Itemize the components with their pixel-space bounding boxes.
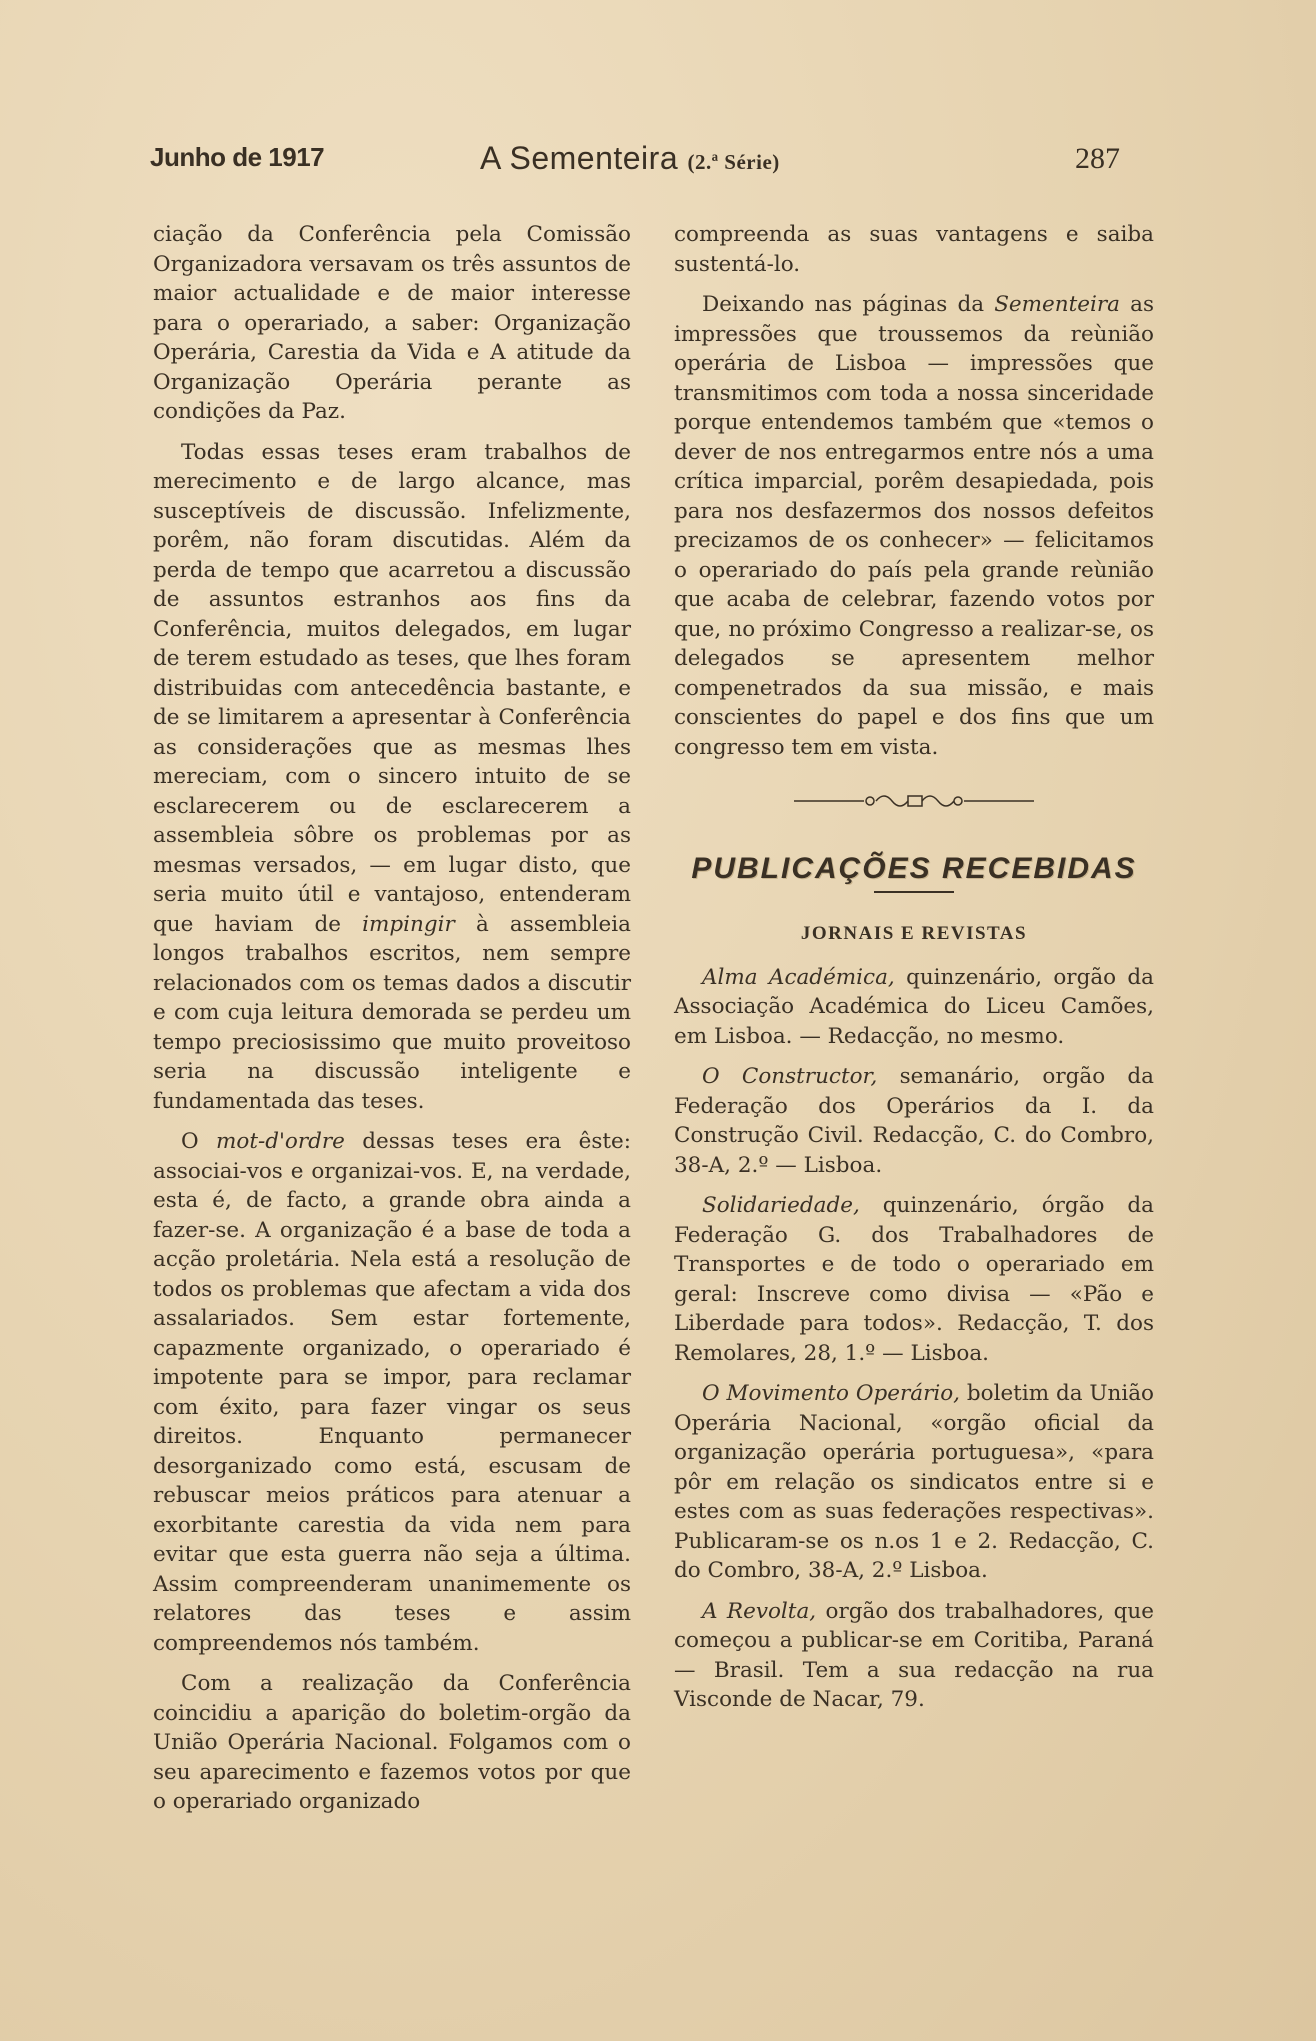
entry-2 [674,1062,1154,1180]
header-date: Junho de 1917 [150,142,325,172]
right-column [674,220,1154,1726]
entry-text: orgão dos trabalhadores, que começou a publicar-se em Coritiba, Paraná — Brasil. Tem a sua redacção na rua Visconde de Nacar, 79. [674,1598,1154,1712]
entry-name: A Revolta, [702,1598,817,1624]
entry-text: semanário, orgão da Federação dos Operários da I. da Construção Civil. Redacção, C. do Combro, 38-A, 2.º — Lisboa. [674,1064,1154,1178]
section-ornament [674,790,1154,820]
left-column [153,220,631,1828]
entry-4 [674,1379,1154,1586]
ornament-divider-icon [784,791,1044,811]
entry-text: quinzenário, orgão da Associação Académica do Liceu Camões, em Lisboa. — Redacção, no mesmo. [674,964,1154,1049]
left-paragraph-3 [153,1127,631,1658]
entry-text: quinzenário, órgão da Federação G. dos Trabalhadores de Transportes e de todo o operariado em geral: Inscreve como divisa — «Pão e Liberdade para todos». Redacção, T. dos Remolares, 28, 1.º — Lisboa. [674,1193,1154,1366]
word-mot-dordre: mot-d'ordre [215,1129,345,1154]
entry-1 [674,963,1154,1052]
header-series: (2.ª Série) [687,150,780,174]
right-paragraph-2-lead: Deixando nas páginas da [702,292,985,317]
mot-lead: O [181,1129,199,1154]
word-impingir: impingir [362,911,455,937]
header-title-group [480,140,780,177]
entry-name: Solidariedade, [702,1193,860,1218]
entry-3 [674,1191,1154,1368]
page-header [150,140,1120,180]
section-rule [874,891,954,893]
page-number: 287 [1075,142,1120,175]
entry-text: boletim da União Operária Nacional, «orgão oficial da organização operária portuguesa», «para pôr em relação os sindicatos entre si e estes com as suas federações respectivas». Publicaram-se os n.os 1 e 2. Redacção, C. do Combro, 38-A, 2.º Lisboa. [674,1381,1154,1583]
header-title: A Sementeira [480,140,679,176]
left-paragraph-1: ciação da Conferência pela Comissão Organizadora versavam os três assuntos de maior actualidade e de maior interesse para o operariado, a saber: Organização Operária, Carestia da Vida e A atitude da Organização Operária perante as condições da Paz. [153,222,631,424]
left-paragraph-2-text: Todas essas teses eram trabalhos de merecimento e de largo alcance, mas susceptíveis de discussão. Infelizmente, porêm, não foram discutidas. Além da perda de tempo que acarretou a discussão de assuntos estranhos aos fins da Conferência, muitos delegados, em lugar de terem estudado as teses, que lhes foram distribuidas com antecedência bastante, e de se limitarem a apresentar à Conferência as considerações que as mesmas lhes mereciam, com o sincero intuito de se esclarecerem ou de esclarecerem a assembleia sôbre os problemas por as mesmas versados, — em lugar disto, que seria muito útil e vantajoso, entenderam que haviam de [153,439,631,937]
right-paragraph-1: compreenda as suas vantagens e saiba sustentá-lo. [674,222,1154,277]
right-paragraph-2-body: as impressões que troussemos da reùnião operária de Lisboa — impressões que transmitimos com toda a nossa sinceridade porque entendemos também que «temos o dever de nos entregarmos entre nós a uma crítica imparcial, porêm desapiedada, pois para nos desfazermos dos nossos defeitos precizamos de os conhecer» — felicitamos o operariado do país pela grande reùnião que acaba de celebrar, fazendo votos por que, no próximo Congresso a realizar-se, os delegados se apresentem melhor compenetrados da sua missão, e mais conscientes do papel e dos fins que um congresso tem em vista. [674,292,1154,760]
left-paragraph-4: Com a realização da Conferência coincidiu a aparição do boletim-orgão da União Operária Nacional. Folgamos com o seu aparecimento e fazemos votos por que o operariado organizado [153,1671,631,1814]
word-sementeira: Sementeira [994,292,1120,317]
left-paragraph-3-text: dessas teses era êste: associai-vos e organizai-vos. E, na verdade, esta é, de facto, a grande obra ainda a fazer-se. A organização é a base de toda a acção proletária. Nela está a resolução de todos os problemas que afectam a vida dos assalariados. Sem estar fortemente, capazmente organizado, o operariado é impotente para se impor, para reclamar com éxito, para fazer vingar os seus direitos. Enquanto permanecer desorganizado como está, escusam de rebuscar meios práticos para atenuar a exorbitante carestia da vida nem para evitar que esta guerra não seja a última. Assim compreenderam unanimemente os relatores das teses e assim compreendemos nós também. [153,1129,631,1656]
right-paragraph-2 [674,290,1154,762]
entry-name: O Movimento Operário, [702,1381,961,1406]
subsection-title: JORNAIS E REVISTAS [800,923,1028,944]
entry-name: O Constructor, [702,1064,878,1089]
left-paragraph-2-end: à assembleia longos trabalhos escritos, nem sempre relacionados com os temas dados a discutir e com cuja leitura demorada se perdeu um tempo preciosissimo que muito proveitoso seria na discussão inteligente e fundamentada das teses. [153,911,631,1114]
entry-5 [674,1597,1154,1715]
section-title: PUBLICAÇÕES RECEBIDAS [691,851,1137,885]
left-paragraph-2 [153,438,631,1117]
entry-name: Alma Académica, [702,964,895,990]
